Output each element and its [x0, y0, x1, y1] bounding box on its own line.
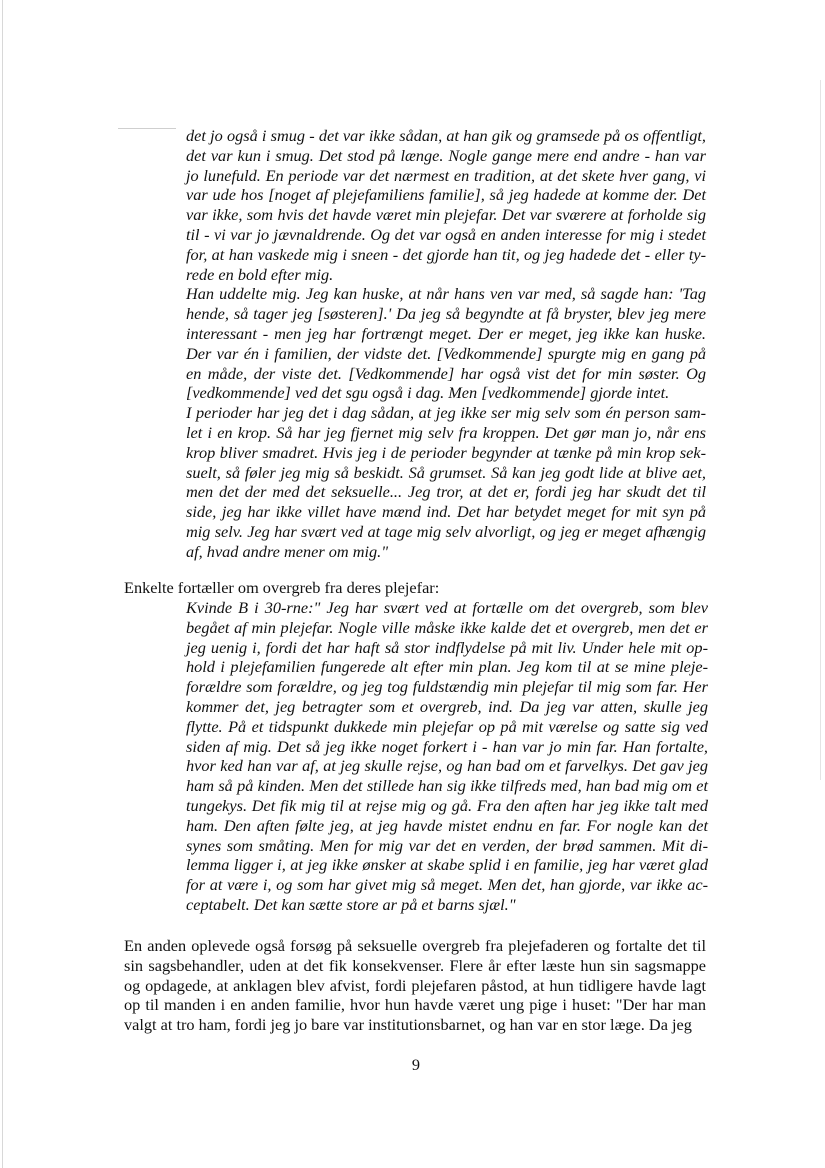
page-number: 9 — [411, 1055, 421, 1074]
scan-edge-left — [2, 0, 3, 1168]
intro-line: Enkelte fortæller om overgreb fra deres plejefar: — [124, 578, 440, 597]
quote-continuation-text: det jo også i smug - det var ikke sådan, at han gik og gramsede på os offentligt, det var kun i smug. Det stod på længe. Nogle gange mere end andre - han var jo lunefuld. En periode var det nærmest en tradition, at det skete hver gang, vi var ude hos [noget af plejefamiliens familie], så jeg hadede at komme der. Det var ikke, som hvis det havde været min plejefar. Det var sværere at forholde sig til - vi var jo jævnaldrende. Og det var også en anden interesse for mig i stedet for, at han vaskede mig i sneen - det gjorde han tit, og jeg hadede det - eller ty-rede en bold efter mig. Han uddelte mig. Jeg kan huske, at når hans ven var med, så sagde han: 'Tag hende, så tager jeg [søsteren].' Da jeg så begyndte at få bryster, blev jeg mere interessant - men jeg har fortrængt meget. Der er meget, jeg ikke kan huske. Der var én i familien, der vidste det. [Vedkommende] spurgte mig en gang på en måde, der viste det. [Vedkommende] har også vist det for min søster. Og [vedkommende] ved det sgu også i dag. Men [vedkommende] gjorde intet. I perioder har jeg det i dag sådan, at jeg ikke ser mig selv som én person sam-let i en krop. Så har jeg fjernet mig selv fra kroppen. Det gør man jo, når ens krop bliver smadret. Hvis jeg i de perioder begynder at tænke på min krop sek-suelt, så føler jeg mig så beskidt. Så grumset. Så kan jeg godt lide at blive aet, men det der med det seksuelle... Jeg tror, at det er, fordi jeg har skudt det til side, jeg har ikke villet have mænd ind. Det har betydet meget for mit syn på mig selv. Jeg har svært ved at tage mig selv alvorligt, og jeg er meget afhængig af, hvad andre mener om mig." — [186, 126, 706, 561]
quote-kvinde-b: Kvinde B i 30-rne:" Jeg har svært ved at fortælle om det overgreb, som blev begået af min plejefar. Nogle ville måske ikke kalde det et overgreb, men det er jeg uenig i, fordi det har haft så stor indflydelse på mit liv. Under hele mit op-hold i plejefamilien fungerede alt efter min plan. Jeg kom til at se mine pleje-forældre som forældre, og jeg tog fuldstændig min plejefar til mig som far. Her kommer det, jeg betragter som et overgreb, ind. Da jeg var atten, skulle jeg flytte. På et tidspunkt dukkede min plejefar op på mit værelse og satte sig ved siden af mig. Det så jeg ikke noget forkert i - han var jo min far. Han fortalte, hvor ked han var af, at jeg skulle rejse, og han bad om et farvelkys. Det gav jeg ham så på kinden. Men det stillede han sig ikke tilfreds med, han bad mig om et tungekys. Det fik mig til at rejse mig og gå. Fra den aften har jeg ikke talt med ham. Den aften følte jeg, at jeg havde mistet endnu en far. For nogle kan det synes som småting. Men for mig var det en verden, der brød sammen. Mit di-lemma ligger i, at jeg ikke ønsker at skabe splid i en familie, jeg har været glad for at være i, og som har givet mig så meget. Men det, han gjorde, var ikke ac-ceptabelt. Det kan sætte store ar på et barns sjæl." — [186, 598, 708, 914]
body-paragraph: En anden oplevede også forsøg på seksuelle overgreb fra plejefaderen og fortalte det til sin sagsbehandler, uden at det fik konsekvenser. Flere år efter læste hun sin sagsmappe og opdagede, at anklagen blev afvist, fordi plejefaren påstod, at hun tidligere havde lagt op til manden i en anden familie, hvor hun havde været ung pige i huset: "Der har man valgt at tro ham, fordi jeg jo bare var institutionsbarnet, og han var en stor læge. Da jeg — [124, 936, 706, 1035]
scan-edge-right — [820, 80, 821, 780]
quote-continuation — [186, 126, 706, 562]
scan-rule — [118, 128, 176, 129]
